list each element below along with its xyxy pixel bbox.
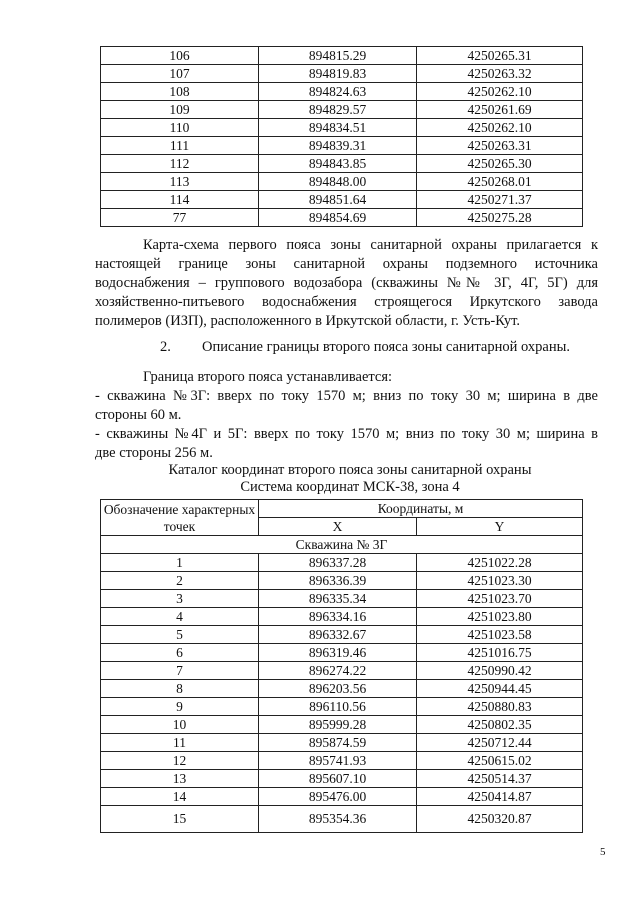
x-coordinate-cell: 895999.28 bbox=[259, 716, 417, 734]
point-number-cell: 8 bbox=[101, 680, 259, 698]
y-coordinate-cell: 4250275.28 bbox=[417, 209, 583, 227]
x-coordinate-cell: 895607.10 bbox=[259, 770, 417, 788]
x-coordinate-cell: 896203.56 bbox=[259, 680, 417, 698]
x-coordinate-cell: 896335.34 bbox=[259, 590, 417, 608]
point-number-cell: 106 bbox=[101, 47, 259, 65]
y-coordinate-cell: 4250262.10 bbox=[417, 119, 583, 137]
table-row bbox=[101, 209, 583, 227]
paragraph1-line: Карта-схема первого пояса зоны санитарной охраны прилагается к bbox=[143, 237, 598, 253]
table-row bbox=[101, 572, 583, 590]
paragraph1-line: водоснабжения – группового водозабора (скважины №№ 3Г, 4Г, 5Г) для bbox=[95, 275, 598, 291]
catalog-subtitle: Система координат МСК-38, зона 4 bbox=[240, 479, 460, 495]
x-coordinate-cell: 894815.29 bbox=[259, 47, 417, 65]
point-number-cell: 4 bbox=[101, 608, 259, 626]
paragraph-map-scheme bbox=[95, 236, 598, 331]
y-coordinate-cell: 4250261.69 bbox=[417, 101, 583, 119]
y-coordinate-cell: 4250262.10 bbox=[417, 83, 583, 101]
x-coordinate-cell: 896337.28 bbox=[259, 554, 417, 572]
table-row bbox=[101, 770, 583, 788]
x-coordinate-cell: 895354.36 bbox=[259, 806, 417, 833]
y-coordinate-cell: 4251023.70 bbox=[417, 590, 583, 608]
table-row bbox=[101, 173, 583, 191]
point-number-cell: 113 bbox=[101, 173, 259, 191]
x-coordinate-cell: 896274.22 bbox=[259, 662, 417, 680]
point-number-cell: 111 bbox=[101, 137, 259, 155]
y-coordinate-cell: 4250615.02 bbox=[417, 752, 583, 770]
y-coordinate-cell: 4250990.42 bbox=[417, 662, 583, 680]
header-y: Y bbox=[417, 518, 583, 536]
table-row bbox=[101, 65, 583, 83]
point-number-cell: 108 bbox=[101, 83, 259, 101]
table-row bbox=[101, 626, 583, 644]
x-coordinate-cell: 894843.85 bbox=[259, 155, 417, 173]
paragraph1-line: настоящей границе зоны санитарной охраны подземного источника bbox=[95, 256, 598, 272]
x-coordinate-cell: 894819.83 bbox=[259, 65, 417, 83]
table-row bbox=[101, 752, 583, 770]
section-heading bbox=[160, 339, 570, 356]
table-row bbox=[101, 101, 583, 119]
y-coordinate-cell: 4250712.44 bbox=[417, 734, 583, 752]
table-row bbox=[101, 608, 583, 626]
x-coordinate-cell: 894848.00 bbox=[259, 173, 417, 191]
y-coordinate-cell: 4250268.01 bbox=[417, 173, 583, 191]
table-row bbox=[101, 698, 583, 716]
table-row bbox=[101, 806, 583, 833]
y-coordinate-cell: 4250802.35 bbox=[417, 716, 583, 734]
paragraph1-line: хозяйственно-питьевого водоснабжения строящегося Иркутского завода bbox=[95, 294, 598, 310]
point-number-cell: 5 bbox=[101, 626, 259, 644]
y-coordinate-cell: 4251016.75 bbox=[417, 644, 583, 662]
y-coordinate-cell: 4250880.83 bbox=[417, 698, 583, 716]
table-row bbox=[101, 734, 583, 752]
table-row bbox=[101, 47, 583, 65]
point-number-cell: 110 bbox=[101, 119, 259, 137]
x-coordinate-cell: 896334.16 bbox=[259, 608, 417, 626]
y-coordinate-cell: 4250320.87 bbox=[417, 806, 583, 833]
section-number: 2. bbox=[160, 339, 171, 355]
point-number-cell: 7 bbox=[101, 662, 259, 680]
x-coordinate-cell: 894851.64 bbox=[259, 191, 417, 209]
x-coordinate-cell: 896110.56 bbox=[259, 698, 417, 716]
catalog-title-block bbox=[160, 462, 540, 496]
top-table-body bbox=[101, 47, 583, 227]
point-number-cell: 2 bbox=[101, 572, 259, 590]
table-row bbox=[101, 644, 583, 662]
x-coordinate-cell: 895476.00 bbox=[259, 788, 417, 806]
table-row bbox=[101, 137, 583, 155]
y-coordinate-cell: 4251023.30 bbox=[417, 572, 583, 590]
point-number-cell: 6 bbox=[101, 644, 259, 662]
point-number-cell: 13 bbox=[101, 770, 259, 788]
x-coordinate-cell: 895741.93 bbox=[259, 752, 417, 770]
x-coordinate-cell: 896319.46 bbox=[259, 644, 417, 662]
y-coordinate-cell: 4250514.37 bbox=[417, 770, 583, 788]
x-coordinate-cell: 894834.51 bbox=[259, 119, 417, 137]
point-number-cell: 109 bbox=[101, 101, 259, 119]
y-coordinate-cell: 4250944.45 bbox=[417, 680, 583, 698]
y-coordinate-cell: 4251023.58 bbox=[417, 626, 583, 644]
section-title: Описание границы второго пояса зоны санитарной охраны. bbox=[202, 339, 570, 355]
paragraph2-line: две стороны 256 м. bbox=[95, 445, 213, 461]
table-row bbox=[101, 155, 583, 173]
paragraph-second-belt bbox=[95, 368, 598, 463]
table-row bbox=[101, 590, 583, 608]
table-row bbox=[101, 119, 583, 137]
point-number-cell: 12 bbox=[101, 752, 259, 770]
y-coordinate-cell: 4251022.28 bbox=[417, 554, 583, 572]
table-row bbox=[101, 716, 583, 734]
point-number-cell: 14 bbox=[101, 788, 259, 806]
point-number-cell: 114 bbox=[101, 191, 259, 209]
point-number-cell: 10 bbox=[101, 716, 259, 734]
page-number: 5 bbox=[600, 846, 606, 858]
point-number-cell: 112 bbox=[101, 155, 259, 173]
x-coordinate-cell: 896336.39 bbox=[259, 572, 417, 590]
point-number-cell: 11 bbox=[101, 734, 259, 752]
catalog-table-body bbox=[101, 554, 583, 833]
point-number-cell: 1 bbox=[101, 554, 259, 572]
paragraph2-line: - скважина №3Г: вверх по току 1570 м; вниз по току 30 м; ширина в две bbox=[95, 388, 598, 404]
point-number-cell: 107 bbox=[101, 65, 259, 83]
y-coordinate-cell: 4250263.31 bbox=[417, 137, 583, 155]
table-row bbox=[101, 554, 583, 572]
well-section-label: Скважина № 3Г bbox=[101, 536, 583, 554]
x-coordinate-cell: 896332.67 bbox=[259, 626, 417, 644]
x-coordinate-cell: 895874.59 bbox=[259, 734, 417, 752]
y-coordinate-cell: 4251023.80 bbox=[417, 608, 583, 626]
catalog-title: Каталог координат второго пояса зоны санитарной охраны bbox=[168, 462, 532, 478]
point-number-cell: 15 bbox=[101, 806, 259, 833]
point-number-cell: 77 bbox=[101, 209, 259, 227]
table-row bbox=[101, 83, 583, 101]
x-coordinate-cell: 894854.69 bbox=[259, 209, 417, 227]
paragraph2-line: Граница второго пояса устанавливается: bbox=[143, 369, 393, 385]
x-coordinate-cell: 894824.63 bbox=[259, 83, 417, 101]
point-number-cell: 3 bbox=[101, 590, 259, 608]
header-x: X bbox=[259, 518, 417, 536]
catalog-coordinates-table bbox=[100, 499, 583, 833]
x-coordinate-cell: 894829.57 bbox=[259, 101, 417, 119]
y-coordinate-cell: 4250265.30 bbox=[417, 155, 583, 173]
top-coordinates-table bbox=[100, 46, 583, 227]
y-coordinate-cell: 4250414.87 bbox=[417, 788, 583, 806]
paragraph2-line: - скважины №4Г и 5Г: вверх по току 1570 м; вниз по току 30 м; ширина в bbox=[95, 426, 598, 442]
y-coordinate-cell: 4250271.37 bbox=[417, 191, 583, 209]
paragraph2-line: стороны 60 м. bbox=[95, 407, 182, 423]
point-number-cell: 9 bbox=[101, 698, 259, 716]
y-coordinate-cell: 4250263.32 bbox=[417, 65, 583, 83]
paragraph1-line: полимеров (ИЗП), расположенного в Иркутской области, г. Усть-Кут. bbox=[95, 313, 520, 329]
table-row bbox=[101, 191, 583, 209]
y-coordinate-cell: 4250265.31 bbox=[417, 47, 583, 65]
table-row bbox=[101, 788, 583, 806]
header-coordinates: Координаты, м bbox=[259, 500, 583, 518]
table-row bbox=[101, 662, 583, 680]
x-coordinate-cell: 894839.31 bbox=[259, 137, 417, 155]
table-row bbox=[101, 680, 583, 698]
header-point: Обозначение характерных точек bbox=[101, 500, 259, 536]
